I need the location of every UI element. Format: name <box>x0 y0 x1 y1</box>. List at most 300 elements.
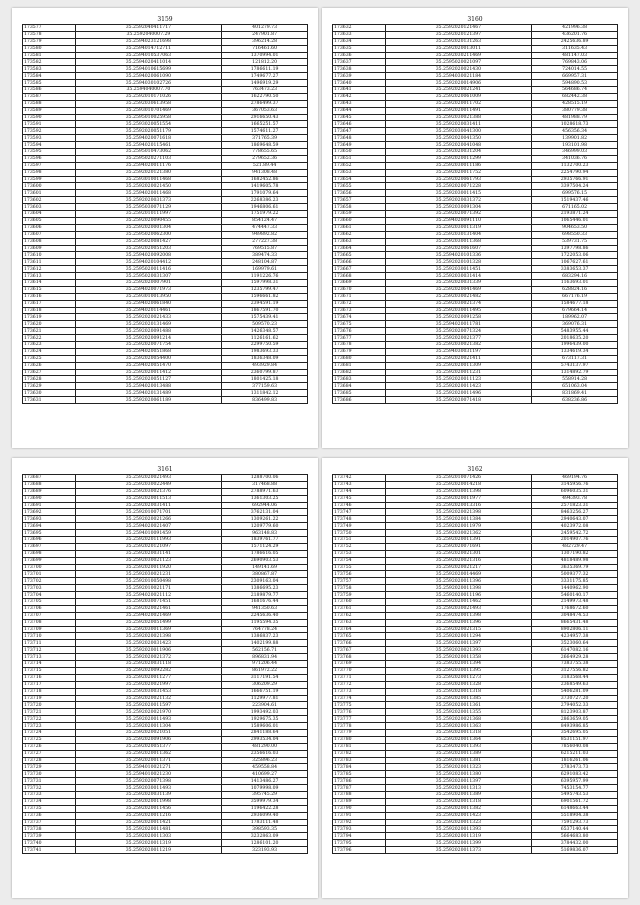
location-code-cell: 35.2592020011421 <box>75 819 222 826</box>
row-id-cell: 173610 <box>23 252 76 259</box>
value-cell: 323193.93 <box>222 847 308 854</box>
row-id-cell: 173728 <box>23 757 76 764</box>
location-code-cell: 35.2594010537063 <box>75 52 222 59</box>
value-cell: 5009377.32 <box>532 571 618 578</box>
location-code-cell: 35.2592020011399 <box>385 840 532 847</box>
table-row <box>333 812 618 819</box>
value-cell: 3232863.09 <box>222 833 308 840</box>
value-cell: 904653.50 <box>532 224 618 231</box>
row-id-cell: 173785 <box>333 771 386 778</box>
value-cell: 1786611.19 <box>222 66 308 73</box>
location-code-cell: 35.2594020071618 <box>75 135 222 142</box>
value-cell: 8531151.97 <box>532 736 618 743</box>
location-code-cell: 35.2592020011313 <box>385 785 532 792</box>
table-row <box>23 585 308 592</box>
table-row <box>333 502 618 509</box>
row-id-cell: 173657 <box>333 197 386 204</box>
row-id-cell: 173713 <box>23 654 76 661</box>
value-cell: 5169836.07 <box>532 847 618 854</box>
row-id-cell: 173683 <box>333 376 386 383</box>
row-id-cell: 173778 <box>333 723 386 730</box>
table-row <box>23 688 308 695</box>
location-code-cell: 35.2592020091258 <box>385 314 532 321</box>
location-code-cell: 35.2592020011456 <box>75 805 222 812</box>
table-row <box>333 819 618 826</box>
row-id-cell: 173603 <box>23 204 76 211</box>
value-cell: 2783473.73 <box>532 764 618 771</box>
location-code-cell: 35.2594020013488 <box>75 383 222 390</box>
value-cell: 1786616.05 <box>222 550 308 557</box>
table-row <box>23 667 308 674</box>
location-code-cell: 35.2594010021230 <box>75 771 222 778</box>
row-id-cell: 173656 <box>333 190 386 197</box>
table-row <box>23 204 308 211</box>
table-row <box>23 723 308 730</box>
row-id-cell: 173795 <box>333 840 386 847</box>
table-row <box>23 390 308 397</box>
row-id-cell: 173627 <box>23 369 76 376</box>
row-id-cell: 173623 <box>23 341 76 348</box>
location-code-cell: 35.2592020031423 <box>75 640 222 647</box>
table-row <box>23 176 308 183</box>
table-row <box>23 231 308 238</box>
table-row <box>23 100 308 107</box>
location-code-cell: 35.2592020011423 <box>385 383 532 390</box>
value-cell: 673117.31 <box>532 355 618 362</box>
location-code-cell: 35.2594030102726 <box>75 80 222 87</box>
row-id-cell: 173762 <box>333 612 386 619</box>
value-cell: 2993534.04 <box>222 736 308 743</box>
table-row <box>333 667 618 674</box>
row-id-cell: 173741 <box>23 847 76 854</box>
table-row <box>333 509 618 516</box>
location-code-cell: 35.2592020021217 <box>385 564 532 571</box>
table-row <box>333 798 618 805</box>
table-row <box>23 516 308 523</box>
table-row <box>23 217 308 224</box>
table-row <box>23 335 308 342</box>
table-row <box>23 502 308 509</box>
value-cell: 377159.63 <box>222 383 308 390</box>
value-cell: 6215211.03 <box>532 750 618 757</box>
row-id-cell: 173658 <box>333 204 386 211</box>
location-code-cell: 35.2592020013316 <box>385 502 532 509</box>
location-code-cell: 35.2592020011380 <box>385 771 532 778</box>
table-row <box>333 286 618 293</box>
location-code-cell: 35.2592020071324 <box>385 328 532 335</box>
row-id-cell: 173674 <box>333 314 386 321</box>
row-id-cell: 173724 <box>23 729 76 736</box>
table-row <box>333 626 618 633</box>
location-code-cell: 35.2594020021469 <box>75 612 222 619</box>
document-page-3159 <box>12 8 318 448</box>
table-row <box>23 245 308 252</box>
table-row <box>23 750 308 757</box>
table-row <box>23 826 308 833</box>
value-cell: 1768672.60 <box>532 605 618 612</box>
table-row <box>333 135 618 142</box>
table-row <box>333 162 618 169</box>
value-cell: 971206.44 <box>222 661 308 668</box>
document-page-3162 <box>322 458 628 898</box>
value-cell: 1440962.90 <box>532 585 618 592</box>
location-code-cell: 35.2592020011397 <box>385 640 532 647</box>
row-id-cell: 173752 <box>333 543 386 550</box>
table-row <box>333 557 618 564</box>
table-row <box>333 211 618 218</box>
value-cell: 481290.00 <box>222 743 308 750</box>
value-cell: 521.89.44 <box>222 162 308 169</box>
location-code-cell: 35.2592010071426 <box>385 475 532 482</box>
table-row <box>23 578 308 585</box>
location-code-cell: 35.2592020014469 <box>385 571 532 578</box>
table-row <box>333 245 618 252</box>
table-row <box>23 128 308 135</box>
row-id-cell: 173641 <box>333 87 386 94</box>
location-code-cell: 35.2592030011451 <box>385 266 532 273</box>
row-id-cell: 173783 <box>333 757 386 764</box>
location-code-cell: 35.2592010021171 <box>75 585 222 592</box>
location-code-cell: 35.2592020011361 <box>385 702 532 709</box>
value-cell: 8902806.11 <box>532 626 618 633</box>
value-cell: 7856040.08 <box>532 743 618 750</box>
value-cell: 2916650.43 <box>222 114 308 121</box>
location-code-cell: 35.2592030021493 <box>385 605 532 612</box>
location-code-cell: 35.2592020011323 <box>385 764 532 771</box>
location-code-cell: 35.2592030021123 <box>75 557 222 564</box>
table-row <box>23 729 308 736</box>
location-code-cell: 35.2592020011391 <box>385 537 532 544</box>
row-id-cell: 173730 <box>23 771 76 778</box>
table-row <box>333 695 618 702</box>
table-row <box>23 543 308 550</box>
value-cell: 1235799.47 <box>222 286 308 293</box>
row-id-cell: 173700 <box>23 564 76 571</box>
location-code-cell: 35.2592020011423 <box>385 812 532 819</box>
location-code-cell: 35.2592020011373 <box>385 847 532 854</box>
location-code-cell: 35.2592020091906 <box>75 736 222 743</box>
table-row <box>333 791 618 798</box>
row-id-cell: 173745 <box>333 495 386 502</box>
location-code-cell: 35.2592020011481 <box>75 826 222 833</box>
table-row <box>333 647 618 654</box>
table-row <box>23 135 308 142</box>
location-code-cell: 35.2592020021393 <box>385 647 532 654</box>
row-id-cell: 173635 <box>333 45 386 52</box>
table-row <box>333 293 618 300</box>
location-code-cell: 35.2592020011491 <box>385 107 532 114</box>
table-row <box>333 654 618 661</box>
value-cell: 193101.98 <box>532 142 618 149</box>
location-code-cell: 35.2594020061840 <box>75 300 222 307</box>
location-code-cell: 35.2592020011318 <box>385 729 532 736</box>
value-cell: 4234957.38 <box>532 633 618 640</box>
location-code-cell: 35.2595020081427 <box>75 238 222 245</box>
row-id-cell: 173677 <box>333 335 386 342</box>
table-row <box>333 328 618 335</box>
table-row <box>23 495 308 502</box>
row-id-cell: 173618 <box>23 307 76 314</box>
value-cell: 3542695.05 <box>532 729 618 736</box>
location-code-cell: 35.2592020011328 <box>385 681 532 688</box>
value-cell: 2309163.04 <box>222 578 308 585</box>
location-code-cell: 35.2595020021097 <box>385 59 532 66</box>
value-cell: 7453154.77 <box>532 785 618 792</box>
row-id-cell: 173721 <box>23 709 76 716</box>
row-id-cell: 173605 <box>23 217 76 224</box>
table-row <box>333 279 618 286</box>
value-cell: 1575439.41 <box>222 314 308 321</box>
value-cell: 3730727.20 <box>532 695 618 702</box>
value-cell: 5664683.80 <box>532 833 618 840</box>
row-id-cell: 173768 <box>333 654 386 661</box>
table-row <box>333 585 618 592</box>
value-cell: 1067627.61 <box>532 259 618 266</box>
row-id-cell: 173586 <box>23 87 76 94</box>
value-cell: 1519437.46 <box>532 197 618 204</box>
table-row <box>23 197 308 204</box>
row-id-cell: 173756 <box>333 571 386 578</box>
location-code-cell: 35.2592020011977 <box>385 495 532 502</box>
row-id-cell: 173788 <box>333 791 386 798</box>
location-code-cell: 35.2592020011371 <box>75 757 222 764</box>
row-id-cell: 173642 <box>333 93 386 100</box>
location-code-cell: 35.2595010025958 <box>75 114 222 121</box>
value-cell: 3397504.24 <box>532 183 618 190</box>
table-row <box>333 702 618 709</box>
row-id-cell: 173742 <box>333 475 386 482</box>
value-cell: 2459542.72 <box>532 530 618 537</box>
table-row <box>333 523 618 530</box>
row-id-cell: 173648 <box>333 135 386 142</box>
location-code-cell: 35.2592020051203 <box>75 245 222 252</box>
table-row <box>23 709 308 716</box>
table-row <box>333 114 618 121</box>
value-cell: 1397798.86 <box>532 245 618 252</box>
location-code-cell: 35.2592020011294 <box>385 633 532 640</box>
location-code-cell: 35.2592020011318 <box>385 798 532 805</box>
table-row <box>333 341 618 348</box>
table-row <box>333 833 618 840</box>
row-id-cell: 173794 <box>333 833 386 840</box>
table-row <box>333 592 618 599</box>
value-cell: 651063.04 <box>532 383 618 390</box>
row-id-cell: 173685 <box>333 390 386 397</box>
location-code-cell: 35.2592030022449 <box>75 481 222 488</box>
value-cell: 1722053.06 <box>532 252 618 259</box>
value-cell: 369076.31 <box>532 321 618 328</box>
location-code-cell: 35.2592020031411 <box>75 502 222 509</box>
table-row <box>23 121 308 128</box>
table-row <box>23 481 308 488</box>
value-cell: 223904.61 <box>222 702 308 709</box>
value-cell: 2014907.76 <box>532 537 618 544</box>
row-id-cell: 173636 <box>333 52 386 59</box>
row-id-cell: 173664 <box>333 245 386 252</box>
location-code-cell: 35.2592020021368 <box>385 716 532 723</box>
table-row <box>23 362 308 369</box>
location-code-cell: 35.2592030021482 <box>385 293 532 300</box>
row-id-cell: 173763 <box>333 619 386 626</box>
value-cell: 474447.33 <box>222 224 308 231</box>
location-code-cell: 35.2594020021112 <box>75 592 222 599</box>
value-cell: 692944.06 <box>222 502 308 509</box>
row-id-cell: 173680 <box>333 355 386 362</box>
value-cell: 2368549.63 <box>532 681 618 688</box>
table-row <box>23 633 308 640</box>
table-row <box>23 169 308 176</box>
row-id-cell: 173766 <box>333 640 386 647</box>
row-id-cell: 173590 <box>23 114 76 121</box>
table-row <box>23 840 308 847</box>
value-cell: 1801425.18 <box>222 376 308 383</box>
location-code-cell: 35.2594020091110 <box>385 217 532 224</box>
table-row <box>23 812 308 819</box>
value-cell: 1413486.27 <box>222 778 308 785</box>
value-cell: 1065446.01 <box>532 217 618 224</box>
table-row <box>23 25 308 32</box>
location-code-cell: 35.2594020115461 <box>75 142 222 149</box>
location-code-cell: 35.2592020092282 <box>75 667 222 674</box>
table-row <box>23 162 308 169</box>
value-cell: 1791079.64 <box>222 190 308 197</box>
table-row <box>333 52 618 59</box>
row-id-cell: 173621 <box>23 328 76 335</box>
location-code-cell: 35.2592020071754 <box>75 341 222 348</box>
table-row <box>23 397 308 404</box>
row-id-cell: 173617 <box>23 300 76 307</box>
location-code-cell: 35.2592020021315 <box>385 626 532 633</box>
value-cell: 1426348.57 <box>222 328 308 335</box>
value-cell: 1589606.01 <box>222 723 308 730</box>
value-cell: 2788971.63 <box>222 488 308 495</box>
value-cell: 2940643.07 <box>532 516 618 523</box>
value-cell: 5460140.17 <box>532 592 618 599</box>
row-id-cell: 173761 <box>333 605 386 612</box>
row-id-cell: 173672 <box>333 300 386 307</box>
location-code-cell: 35.2592030021382 <box>385 341 532 348</box>
row-id-cell: 173633 <box>333 31 386 38</box>
location-code-cell: 35.2592010071701 <box>75 509 222 516</box>
table-row <box>333 348 618 355</box>
row-id-cell: 173692 <box>23 509 76 516</box>
table-row <box>23 557 308 564</box>
value-cell: 410699.27 <box>222 771 308 778</box>
table-row <box>333 847 618 854</box>
value-cell: 389474.33 <box>222 252 308 259</box>
row-id-cell: 173777 <box>333 716 386 723</box>
row-id-cell: 173699 <box>23 557 76 564</box>
row-id-cell: 173727 <box>23 750 76 757</box>
value-cell: 139901.82 <box>532 135 618 142</box>
row-id-cell: 173712 <box>23 647 76 654</box>
value-cell: 121812.20 <box>222 59 308 66</box>
row-id-cell: 173776 <box>333 709 386 716</box>
location-code-cell: 35.2592020011323 <box>385 819 532 826</box>
table-row <box>333 736 618 743</box>
table-row <box>333 516 618 523</box>
location-code-cell: 35.2593020051554 <box>75 121 222 128</box>
table-row <box>23 376 308 383</box>
location-code-cell: 35.2592020011398 <box>385 612 532 619</box>
location-code-cell: 35.2592020021301 <box>385 550 532 557</box>
location-code-cell: 35.2592020031339 <box>385 279 532 286</box>
row-id-cell: 173616 <box>23 293 76 300</box>
table-row <box>333 530 618 537</box>
location-code-cell: 35.2592020011393 <box>385 743 532 750</box>
value-cell: 2841188.64 <box>222 729 308 736</box>
value-cell: 1195594.35 <box>222 619 308 626</box>
value-cell: 2571823.31 <box>532 502 618 509</box>
table-row <box>23 73 308 80</box>
row-id-cell: 173682 <box>333 369 386 376</box>
value-cell: 1681676.44 <box>222 599 308 606</box>
value-cell: 436201.76 <box>532 31 618 38</box>
value-cell: 1370994.01 <box>222 52 308 59</box>
value-cell: 1126161.62 <box>222 335 308 342</box>
value-cell: 1622790.50 <box>222 93 308 100</box>
location-code-cell: 35.2592020071691 <box>385 543 532 550</box>
location-code-cell: 35.2592030021376 <box>75 488 222 495</box>
value-cell: 6096035.31 <box>532 488 618 495</box>
row-id-cell: 173684 <box>333 383 386 390</box>
location-code-cell: 35.2592020071398 <box>75 778 222 785</box>
row-id-cell: 173690 <box>23 495 76 502</box>
location-code-cell: 35.2592020011920 <box>75 564 222 571</box>
table-row <box>333 224 618 231</box>
location-code-cell: 35.2592020011412 <box>75 369 222 376</box>
row-id-cell: 173767 <box>333 647 386 654</box>
table-row <box>333 543 618 550</box>
value-cell: 1839761.77 <box>222 537 308 544</box>
row-id-cell: 173611 <box>23 259 76 266</box>
value-cell: 371765.39 <box>222 135 308 142</box>
table-row <box>333 149 618 156</box>
value-cell: 6148663.44 <box>532 805 618 812</box>
row-id-cell: 173760 <box>333 599 386 606</box>
value-cell: 2149973.48 <box>532 599 618 606</box>
value-cell: 836499.83 <box>222 397 308 404</box>
table-row <box>333 612 618 619</box>
row-id-cell: 173735 <box>23 805 76 812</box>
location-code-cell: 35.2592030011186 <box>385 162 532 169</box>
location-code-cell: 35.2592020011382 <box>385 805 532 812</box>
location-code-cell: 35.2592020054400 <box>75 355 222 362</box>
table-row <box>23 599 308 606</box>
location-code-cell: 35.2592020011979 <box>385 523 532 530</box>
value-cell: 469194.76 <box>532 475 618 482</box>
value-cell: 1749677.27 <box>222 73 308 80</box>
value-cell: 724014.55 <box>532 66 618 73</box>
row-id-cell: 173661 <box>333 224 386 231</box>
location-code-cell: 35.2592010050498 <box>75 578 222 585</box>
row-id-cell: 173717 <box>23 681 76 688</box>
location-code-cell: 35.2592020011396 <box>385 619 532 626</box>
table-row <box>333 80 618 87</box>
row-id-cell: 173647 <box>333 128 386 135</box>
row-id-cell: 173784 <box>333 764 386 771</box>
location-code-cell: 35.2592020011702 <box>385 100 532 107</box>
location-code-cell: 35.2593010701469 <box>75 107 222 114</box>
row-id-cell: 173780 <box>333 736 386 743</box>
row-id-cell: 173758 <box>333 585 386 592</box>
row-id-cell: 173608 <box>23 238 76 245</box>
row-id-cell: 173739 <box>23 833 76 840</box>
row-id-cell: 173753 <box>333 550 386 557</box>
location-code-cell: 35.2592030031453 <box>75 688 222 695</box>
value-cell: 3599979.34 <box>222 798 308 805</box>
row-id-cell: 173625 <box>23 355 76 362</box>
